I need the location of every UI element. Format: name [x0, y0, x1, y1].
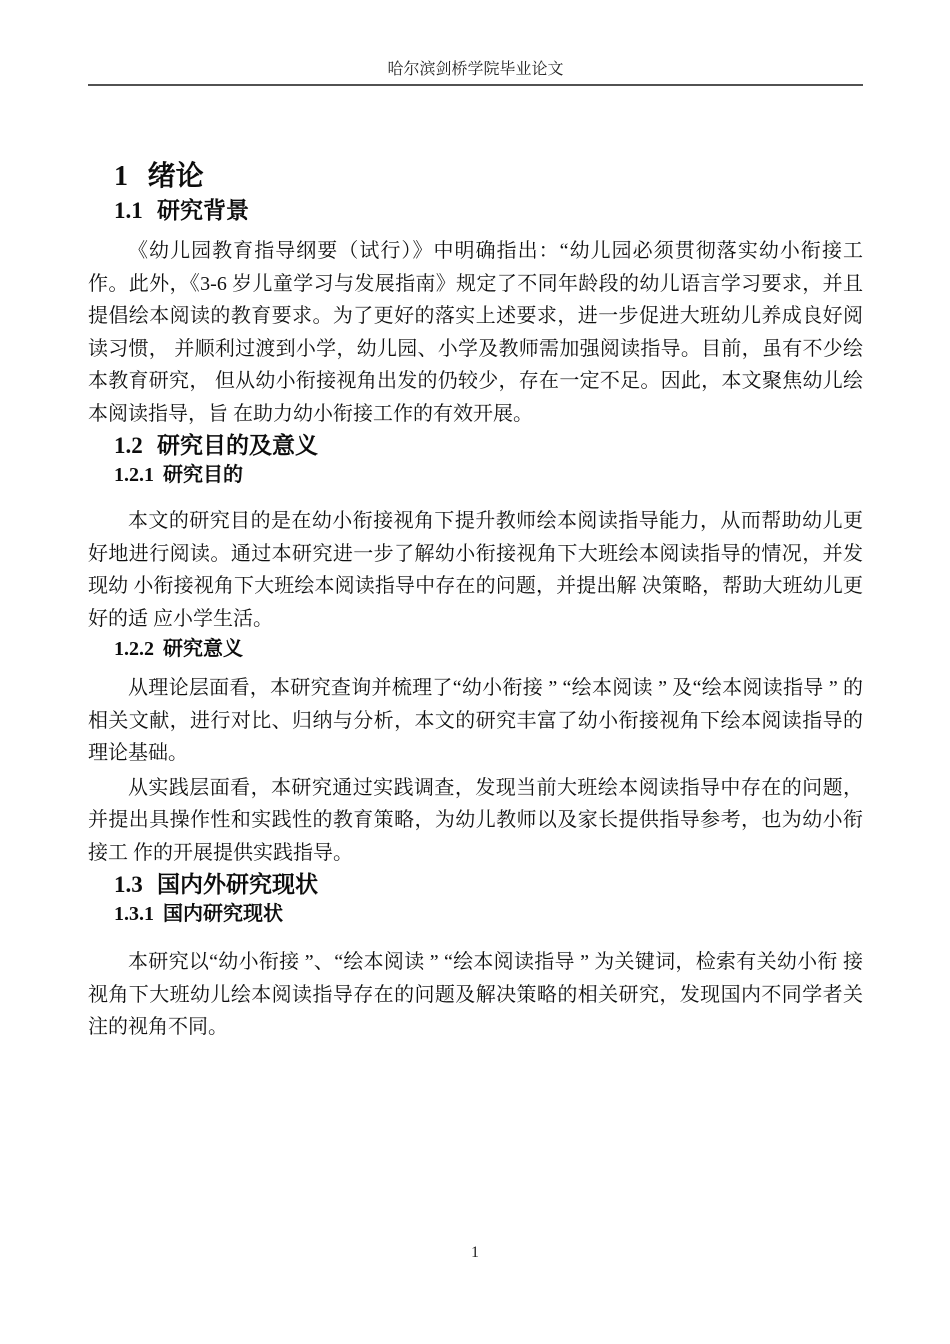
page-header: [88, 0, 863, 86]
paragraph-research-background: 《幼儿园教育指导纲要（试行）》中明确指出：“幼儿园必须贯彻落实幼小衔接工作。此外，《3-6 岁儿童学习与发展指南》规定了不同年龄段的幼儿语言学习要求，并且提倡绘本阅读的教育要求。为了更好的落实上述要求，进一步促进大班幼儿养成良好阅读习惯， 并顺利过渡到小学，幼儿园、小学及教师需加强阅读指导。目前，虽有不少绘本教育研究， 但从幼小衔接视角出发的仍较少，存在一定不足。因此，本文聚焦幼儿绘本阅读指导，旨 在助力幼小衔接工作的有效开展。: [88, 240, 863, 425]
heading-1-2-2: [88, 635, 863, 663]
heading-1-2-2-title: 研究意义: [163, 638, 243, 660]
page-number: 1: [471, 1244, 479, 1261]
header-rule: [88, 84, 863, 86]
heading-1-1: [88, 195, 863, 226]
chapter-heading: [88, 158, 863, 195]
page-footer: [0, 1244, 950, 1262]
heading-1-1-number: 1.1: [114, 198, 143, 223]
heading-1-3-1-number: 1.3.1: [114, 903, 154, 925]
chapter-title: 绪论: [147, 160, 204, 191]
heading-1-3-title: 国内外研究现状: [157, 871, 318, 897]
heading-1-3-1: [88, 900, 863, 928]
paragraph-domestic-research: 本研究以“幼小衔接 ”、“绘本阅读 ” “绘本阅读指导 ” 为关键词，检索有关幼小衔 接视角下大班幼儿绘本阅读指导存在的问题及解决策略的相关研究，发现国内不同学者关 注的视角不同。: [88, 951, 863, 1038]
document-body: [88, 158, 883, 1044]
heading-1-1-title: 研究背景: [157, 197, 249, 223]
heading-1-3: [88, 869, 863, 900]
heading-1-3-1-title: 国内研究现状: [163, 903, 283, 925]
paragraph-research-purpose: 本文的研究目的是在幼小衔接视角下提升教师绘本阅读指导能力，从而帮助幼儿更好地进行阅读。通过本研究进一步了解幼小衔接视角下大班绘本阅读指导的情况，并发现幼 小衔接视角下大班绘本阅读指导中存在的问题，并提出解 决策略，帮助大班幼儿更好的适 应小学生活。: [88, 510, 863, 630]
heading-1-2-2-number: 1.2.2: [114, 638, 154, 660]
paragraph-significance-practice: 从实践层面看，本研究通过实践调查，发现当前大班绘本阅读指导中存在的问题，并提出具操作性和实践性的教育策略，为幼儿教师以及家长提供指导参考，也为幼小衔接工 作的开展提供实践指导。: [88, 776, 863, 864]
heading-1-2-1-number: 1.2.1: [114, 464, 154, 486]
paragraph-significance-theory: 从理论层面看，本研究查询并梳理了“幼小衔接 ” “绘本阅读 ” 及“绘本阅读指导 ” 的相关文献，进行对比、归纳与分析，本文的研究丰富了幼小衔接视角下绘本阅读指导的 理论基础。: [88, 677, 883, 764]
heading-1-2-1-title: 研究目的: [163, 464, 243, 486]
heading-1-2-number: 1.2: [114, 433, 143, 458]
heading-1-2-1: [88, 461, 863, 489]
heading-1-2: [88, 430, 863, 461]
heading-1-3-number: 1.3: [114, 872, 143, 897]
header-title: 哈尔滨剑桥学院毕业论文: [387, 61, 564, 78]
heading-1-2-title: 研究目的及意义: [157, 432, 318, 458]
chapter-number: 1: [114, 161, 128, 192]
